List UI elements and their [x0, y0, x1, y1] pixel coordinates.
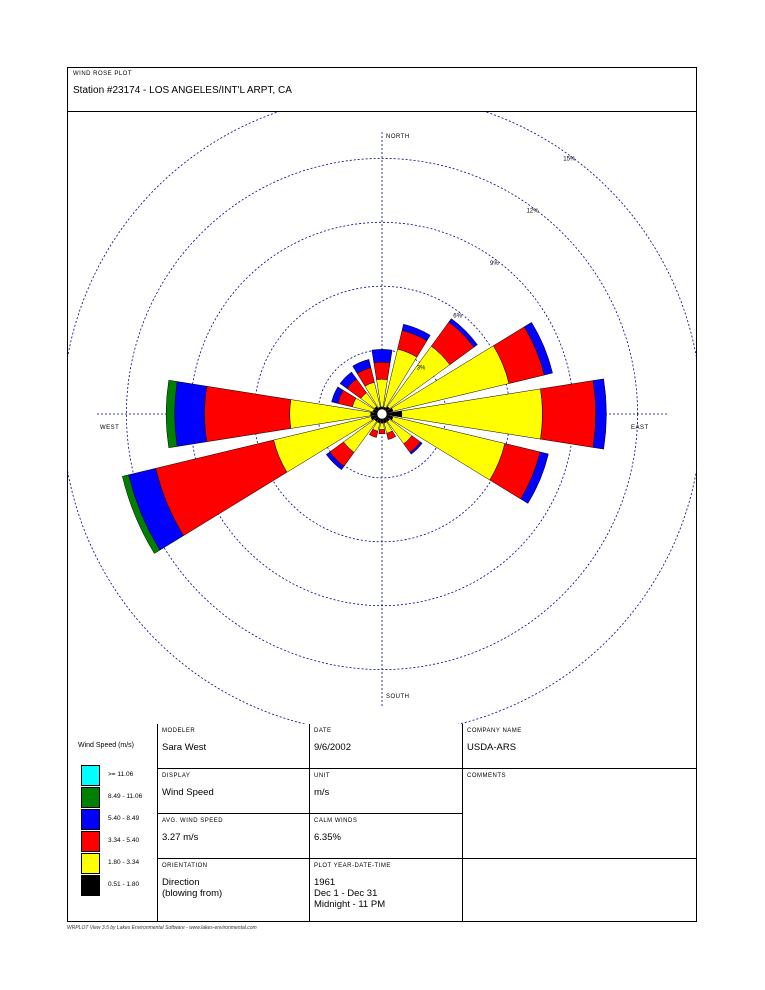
modeler-cell: [158, 724, 310, 769]
company-value: USDA-ARS: [467, 742, 517, 753]
period-value: 1961 Dec 1 - Dec 31 Midnight - 11 PM: [314, 877, 386, 910]
avg-speed-label: AVG. WIND SPEED: [162, 818, 224, 824]
legend-label: >= 11.06: [108, 771, 134, 778]
avg-speed-cell: [158, 814, 310, 859]
petal-segment: [204, 386, 290, 442]
legend-swatch-red: [81, 831, 100, 852]
legend-title: Wind Speed (m/s): [78, 742, 135, 749]
legend-swatch-blue: [81, 809, 100, 830]
ring-label: 6%: [453, 313, 462, 320]
legend-swatch-green: [81, 787, 100, 808]
comments-label: COMMENTS: [467, 773, 506, 779]
unit-value: m/s: [314, 787, 330, 798]
petal-segment: [175, 382, 207, 447]
petal-segment: [374, 362, 390, 379]
ring-label: 12%: [526, 208, 539, 215]
modeler-value: Sara West: [162, 742, 207, 753]
unit-label: UNIT: [314, 773, 330, 779]
legend-label: 5.40 - 8.49: [108, 815, 140, 822]
calm-cell: [310, 814, 463, 859]
petal-segment: [380, 423, 385, 430]
header-label: WIND ROSE PLOT: [73, 71, 133, 77]
orientation-cell: [158, 859, 310, 922]
plot-area: [67, 112, 697, 724]
calm-center: [377, 409, 387, 419]
petal-segment: [381, 419, 384, 423]
petal-segment: [541, 381, 596, 448]
comments-cell: [463, 769, 697, 859]
display-cell: [158, 769, 310, 814]
date-label: DATE: [314, 728, 332, 734]
legend-label: 3.34 - 5.40: [108, 837, 140, 844]
avg-speed-value: 3.27 m/s: [162, 832, 199, 843]
display-value: Wind Speed: [162, 787, 214, 798]
compass-west: WEST: [100, 425, 120, 431]
petal-group: [122, 319, 606, 554]
display-label: DISPLAY: [162, 773, 191, 779]
ring-label: 15%: [563, 156, 576, 163]
compass-north: NORTH: [386, 134, 410, 140]
date-cell: [310, 724, 463, 769]
compass-east: EAST: [631, 425, 649, 431]
legend-label: 8.49 - 11.06: [108, 793, 143, 800]
company-label: COMPANY NAME: [467, 728, 522, 734]
station-title: Station #23174 - LOS ANGELES/INT'L ARPT, CA: [73, 85, 292, 96]
report-header: [67, 67, 697, 112]
footer-credit: WRPLOT View 3.5 by Lakes Environmental Software - www.lakes-environmental.com: [67, 925, 257, 931]
calm-value: 6.35%: [314, 832, 341, 843]
orientation-value: Direction (blowing from): [162, 877, 223, 899]
legend-label: 1.80 - 3.34: [108, 859, 140, 866]
wind-rose-chart: [67, 112, 697, 724]
ring-label: 3%: [416, 365, 426, 372]
legend-swatch-cyan: [81, 765, 100, 786]
ring-label: 9%: [490, 261, 499, 267]
petal-segment: [372, 349, 392, 362]
company-cell: [463, 724, 697, 769]
unit-cell: [310, 769, 463, 814]
legend-label: 0.51 - 1.80: [108, 881, 140, 888]
compass-south: SOUTH: [386, 694, 410, 700]
date-value: 9/6/2002: [314, 742, 351, 753]
petal-segment: [379, 429, 385, 433]
calm-label: CALM WINDS: [314, 818, 358, 824]
period-cell: [310, 859, 463, 922]
modeler-label: MODELER: [162, 728, 196, 734]
orientation-label: ORIENTATION: [162, 863, 208, 869]
legend-swatch-black: [81, 875, 100, 896]
blank-cell: [463, 859, 697, 922]
period-label: PLOT YEAR-DATE-TIME: [314, 863, 391, 869]
legend-swatch-yellow: [81, 853, 100, 874]
